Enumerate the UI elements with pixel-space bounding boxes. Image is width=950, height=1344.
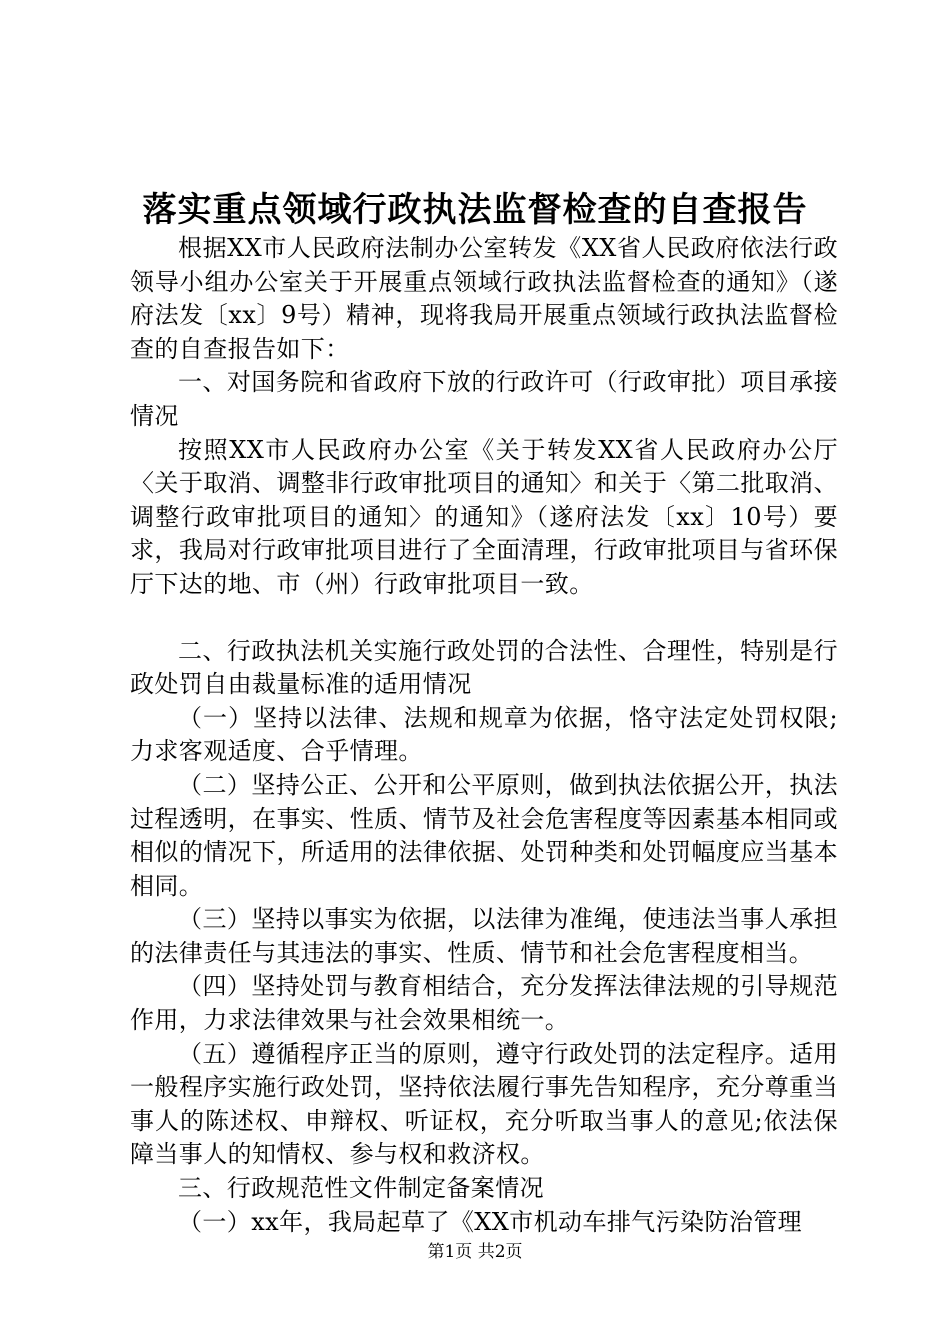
section-heading-2: 二、行政执法机关实施行政处罚的合法性、合理性，特别是行政处罚自由裁量标准的适用情况 <box>130 636 838 699</box>
paragraph-section-3-item-1: （一）xx年，我局起草了《XX市机动车排气污染防治管理 <box>178 1207 803 1236</box>
paragraph-item-1: （一）坚持以法律、法规和规章为依据，恪守法定处罚权限;力求客观适度、合乎情理。 <box>130 703 838 766</box>
document-body <box>130 232 838 1239</box>
page-indicator: 第1页 共2页 <box>427 1242 523 1262</box>
paragraph-item-3: （三）坚持以事实为依据，以法律为准绳，使违法当事人承担的法律责任与其违法的事实、性质、情节和社会危害程度相当。 <box>130 905 838 967</box>
paragraph-item-2: （二）坚持公正、公开和公平原则，做到执法依据公开，执法过程透明，在事实、性质、情节及社会危害程度等因素基本相同或相似的情况下，所适用的法律依据、处罚种类和处罚幅度应当基本相同。 <box>130 770 838 900</box>
document-title: 落实重点领域行政执法监督检查的自查报告 <box>142 190 808 230</box>
paragraph-item-4: （四）坚持处罚与教育相结合，充分发挥法律法规的引导规范作用，力求法律效果与社会效果相统一。 <box>130 972 838 1035</box>
section-heading-1: 一、对国务院和省政府下放的行政许可（行政审批）项目承接情况 <box>130 368 838 430</box>
section-heading-3: 三、行政规范性文件制定备案情况 <box>178 1174 544 1203</box>
paragraph-intro: 根据XX市人民政府法制办公室转发《XX省人民政府依法行政领导小组办公室关于开展重点领域行政执法监督检查的通知》（遂府法发〔xx〕9号）精神，现将我局开展重点领域行政执法监督检查的自查报告如下： <box>130 234 838 363</box>
paragraph-section-1: 按照XX市人民政府办公室《关于转发XX省人民政府办公厅〈关于取消、调整非行政审批项目的通知〉和关于〈第二批取消、调整行政审批项目的通知〉的通知》（遂府法发〔xx〕10号）要求，我局对行政审批项目进行了全面清理，行政审批项目与省环保厅下达的地、市（州）行政审批项目一致。 <box>130 435 838 598</box>
paragraph-item-5: （五）遵循程序正当的原则，遵守行政处罚的法定程序。适用一般程序实施行政处罚，坚持依法履行事先告知程序，充分尊重当事人的陈述权、申辩权、听证权，充分听取当事人的意见;依法保障当事人的知情权、参与权和救济权。 <box>130 1039 838 1169</box>
